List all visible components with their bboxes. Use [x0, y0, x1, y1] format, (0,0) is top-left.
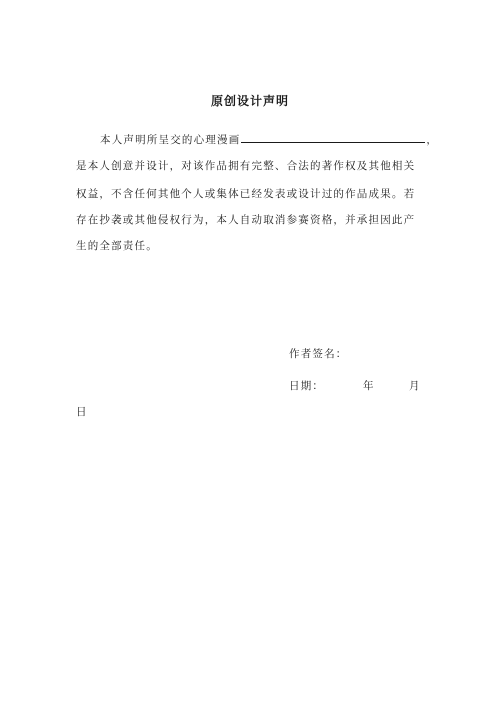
- month-label: 月: [409, 380, 421, 392]
- day-label: 日: [76, 406, 87, 418]
- document-title: 原创设计声明: [210, 94, 289, 108]
- date-row: [289, 378, 421, 393]
- year-label: 年: [363, 380, 375, 392]
- comic-title-blank: [241, 131, 425, 143]
- line1-prefix: 本人声明所呈交的心理漫画: [100, 134, 241, 146]
- signature-label: 作者签名：: [289, 348, 348, 360]
- declaration-line-4: 存在抄袭或其他侵权行为，本人自动取消参赛资格，并承担因此产: [76, 214, 416, 226]
- declaration-line-1: [100, 131, 438, 147]
- line1-suffix: ，: [426, 134, 439, 146]
- declaration-line-3: 权益，不含任何其他个人或集体已经发表或设计过的作品成果。若: [76, 188, 416, 200]
- declaration-line-5: 生的全部责任。: [76, 240, 158, 252]
- date-label: 日期：: [289, 380, 325, 392]
- declaration-line-2: 是本人创意并设计，对该作品拥有完整、合法的著作权及其他相关: [76, 160, 416, 172]
